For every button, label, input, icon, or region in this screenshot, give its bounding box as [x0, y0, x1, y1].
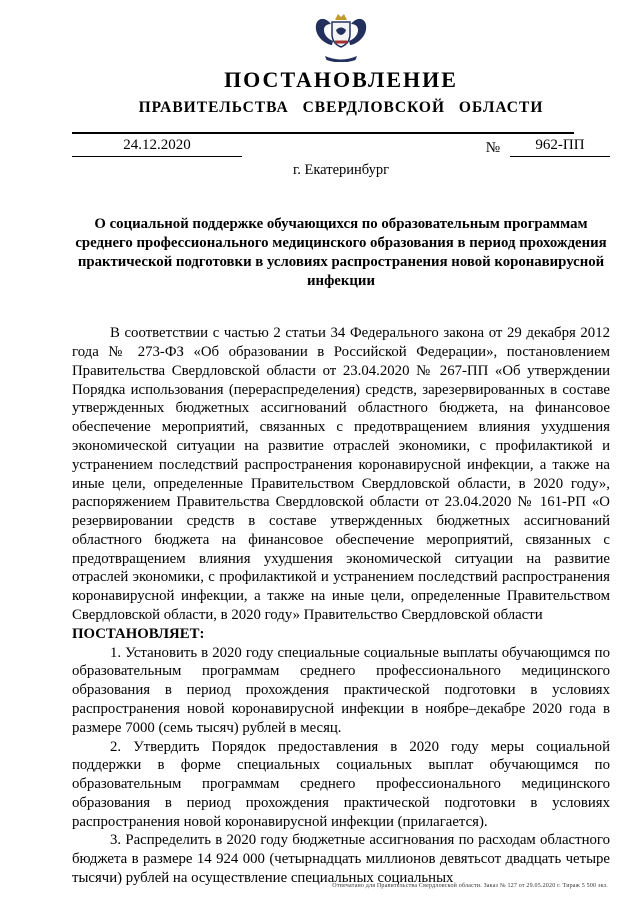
document-type-title: ПОСТАНОВЛЕНИЕ: [224, 67, 458, 92]
resolution-item-3: 3. Распределить в 2020 году бюджетные ассигнования по расходам областного бюджета в размере 14 924 000 (четырнадцать миллионов девятьсот двадцать четыре тысячи) рублей на осуществление специальных социальных: [72, 832, 610, 886]
header-divider: [72, 132, 574, 134]
document-number-group: [486, 137, 610, 157]
resolution-item-1: 1. Установить в 2020 году специальные социальные выплаты обучающимся по образовательным программам среднего профессионального медицинского образования в период прохождения практической подготовки в условиях распространения новой коронавирусной инфекции в ноябре–декабре 2020 года в размере 7000 (семь тысяч) рублей в месяц.: [72, 644, 610, 736]
meta-row: [72, 137, 610, 157]
resolution-word: ПОСТАНОВЛЯЕТ:: [72, 625, 205, 642]
coat-of-arms-icon: [72, 12, 610, 64]
number-sign: №: [485, 140, 500, 157]
document-date: 24.12.2020: [72, 137, 242, 157]
preamble-paragraph: В соответствии с частью 2 статьи 34 Федерального закона от 29 декабря 2012 года № 273-ФЗ «Об образовании в Российской Федерации», постановлением Правительства Свердловской области от 23.04.2020 № 267-ПП «Об утверждении Порядка использования (перераспределения) средств, зарезервированных в составе утвержденных бюджетных ассигнований областного бюджета, на финансовое обеспечение мероприятий, связанных с предотвращением влияния ухудшения экономической ситуации на развитие отраслей экономики, с профилактикой и устранением последствий распространения коронавирусной инфекции, а также на иные цели, определенные Правительством Свердловской области, в 2020 году», распоряжением Правительства Свердловской области от 23.04.2020 № 161-РП «О резервировании средств в составе утвержденных бюджетных ассигнований областного бюджета на финансовое обеспечение мероприятий, связанных с предотвращением влияния ухудшения экономической ситуации на развитие отраслей экономики, с профилактикой и устранением последствий распространения коронавирусной инфекции, а также на иные цели, определенные Правительством Свердловской области, в 2020 году» Правительство Свердловской области: [72, 325, 610, 624]
city-label: г. Екатеринбург: [292, 162, 390, 179]
resolution-item-2: 2. Утвердить Порядок предоставления в 2020 году меры социальной поддержки в форме специальных социальных выплат обучающимся по образовательным программам среднего профессионального медицинского образования в период прохождения практической подготовки в условиях распространения новой коронавирусной инфекции (прилагается).: [72, 738, 610, 830]
document-number: 962-ПП: [510, 137, 610, 157]
document-subject: О социальной поддержке обучающихся по образовательным программам среднего профессионального медицинского образования в период прохождения практической подготовки в условиях распространения новой коронавирусной инфекции: [75, 216, 607, 289]
print-office-note: Отпечатано для Правительства Свердловской области. Заказ № 127 от 29.05.2020 г. Тираж 5 500 экз.: [332, 883, 608, 889]
issuing-authority-title: ПРАВИТЕЛЬСТВА СВЕРДЛОВСКОЙ ОБЛАСТИ: [138, 99, 544, 117]
